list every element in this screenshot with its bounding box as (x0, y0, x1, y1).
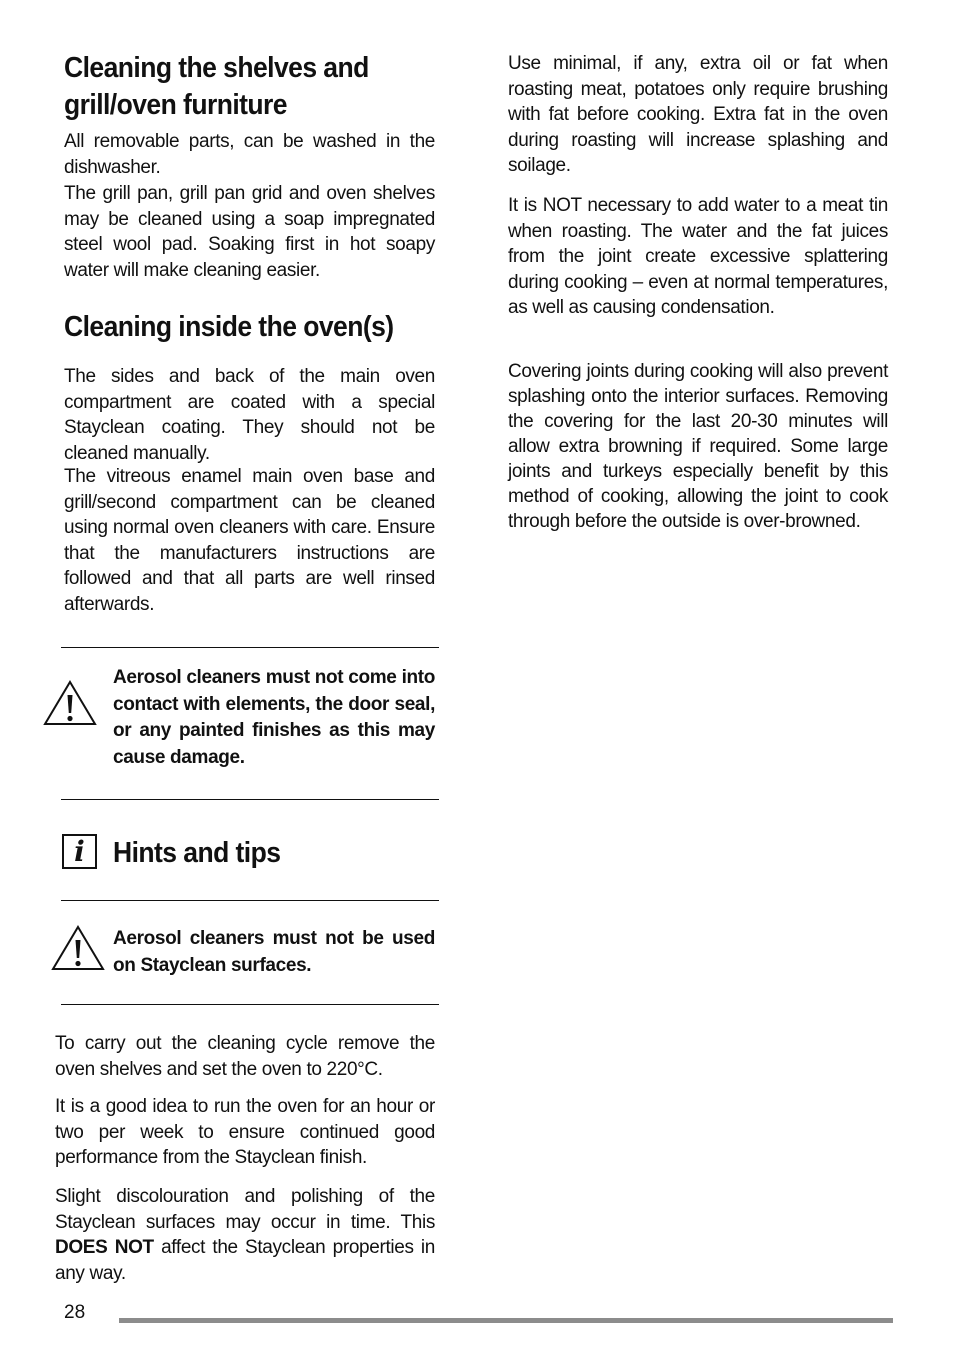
footer-rule (119, 1318, 893, 1323)
paragraph-discolouration (55, 1184, 435, 1286)
paragraph-no-water: It is NOT necessary to add water to a meat tin when roasting. The water and the fat juices from the joint create excessive splattering during cooking – even at normal temperatures, as well as causing condensation. (508, 195, 888, 318)
title-line: grill/oven furniture (64, 89, 287, 121)
text: affect the Stayclean properties in any way. (55, 1237, 435, 1284)
paragraph-minimal-oil: Use minimal, if any, extra oil or fat when roasting meat, potatoes only require brushing with fat before cooking. Extra fat in the oven during roasting will increase splashing and soilage. (508, 53, 888, 176)
paragraph-vitreous-enamel: The vitreous enamel main oven base and grill/second compartment can be cleaned using normal oven cleaners with care. Ensure that the manufacturers instructions are followed and that all parts are well rinsed afterwards. (64, 466, 435, 615)
paragraph-grill-pan: The grill pan, grill pan grid and oven shelves may be cleaned using a soap impregnated steel wool pad. Soaking first in hot soapy water will make cleaning easier. (64, 183, 435, 281)
warning-triangle-icon (51, 925, 105, 971)
paragraph-cleaning-cycle: To carry out the cleaning cycle remove the oven shelves and set the oven to 220°C. (55, 1033, 435, 1080)
divider (61, 900, 439, 901)
page-number: 28 (64, 1302, 86, 1323)
info-icon: i (62, 834, 97, 869)
divider (61, 647, 439, 648)
paragraph-run-oven: It is a good idea to run the oven for an hour or two per week to ensure continued good performance from the Stayclean finish. (55, 1096, 435, 1168)
section-title-hints: Hints and tips (113, 837, 281, 869)
divider (61, 799, 439, 800)
title-line: Cleaning the shelves and (64, 52, 369, 84)
paragraph-covering-joints: Covering joints during cooking will also prevent splashing onto the interior surfaces. Removing the covering for the last 20-30 minutes will allow extra browning if required. Some large joints and turkeys especially benefit by this method of cooking, allowing the joint to cook through before the outside is over-browned. (508, 361, 888, 532)
divider (61, 1004, 439, 1005)
paragraph-dishwasher: All removable parts, can be washed in the dishwasher. (64, 131, 435, 178)
emphasis: DOES NOT (55, 1237, 154, 1258)
section-title-inside-oven: Cleaning inside the oven(s) (64, 311, 394, 343)
warning-aerosol-stayclean: Aerosol cleaners must not be used on Stayclean surfaces. (113, 928, 435, 976)
text: Slight discolouration and polishing of the Stayclean surfaces may occur in time. This (55, 1186, 435, 1233)
warning-aerosol-elements: Aerosol cleaners must not come into contact with elements, the door seal, or any painted finishes as this may cause damage. (113, 667, 435, 768)
warning-triangle-icon (43, 680, 97, 726)
paragraph-stayclean-coating: The sides and back of the main oven compartment are coated with a special Stayclean coating. They should not be cleaned manually. (64, 366, 435, 464)
section-title-shelves (64, 50, 436, 124)
